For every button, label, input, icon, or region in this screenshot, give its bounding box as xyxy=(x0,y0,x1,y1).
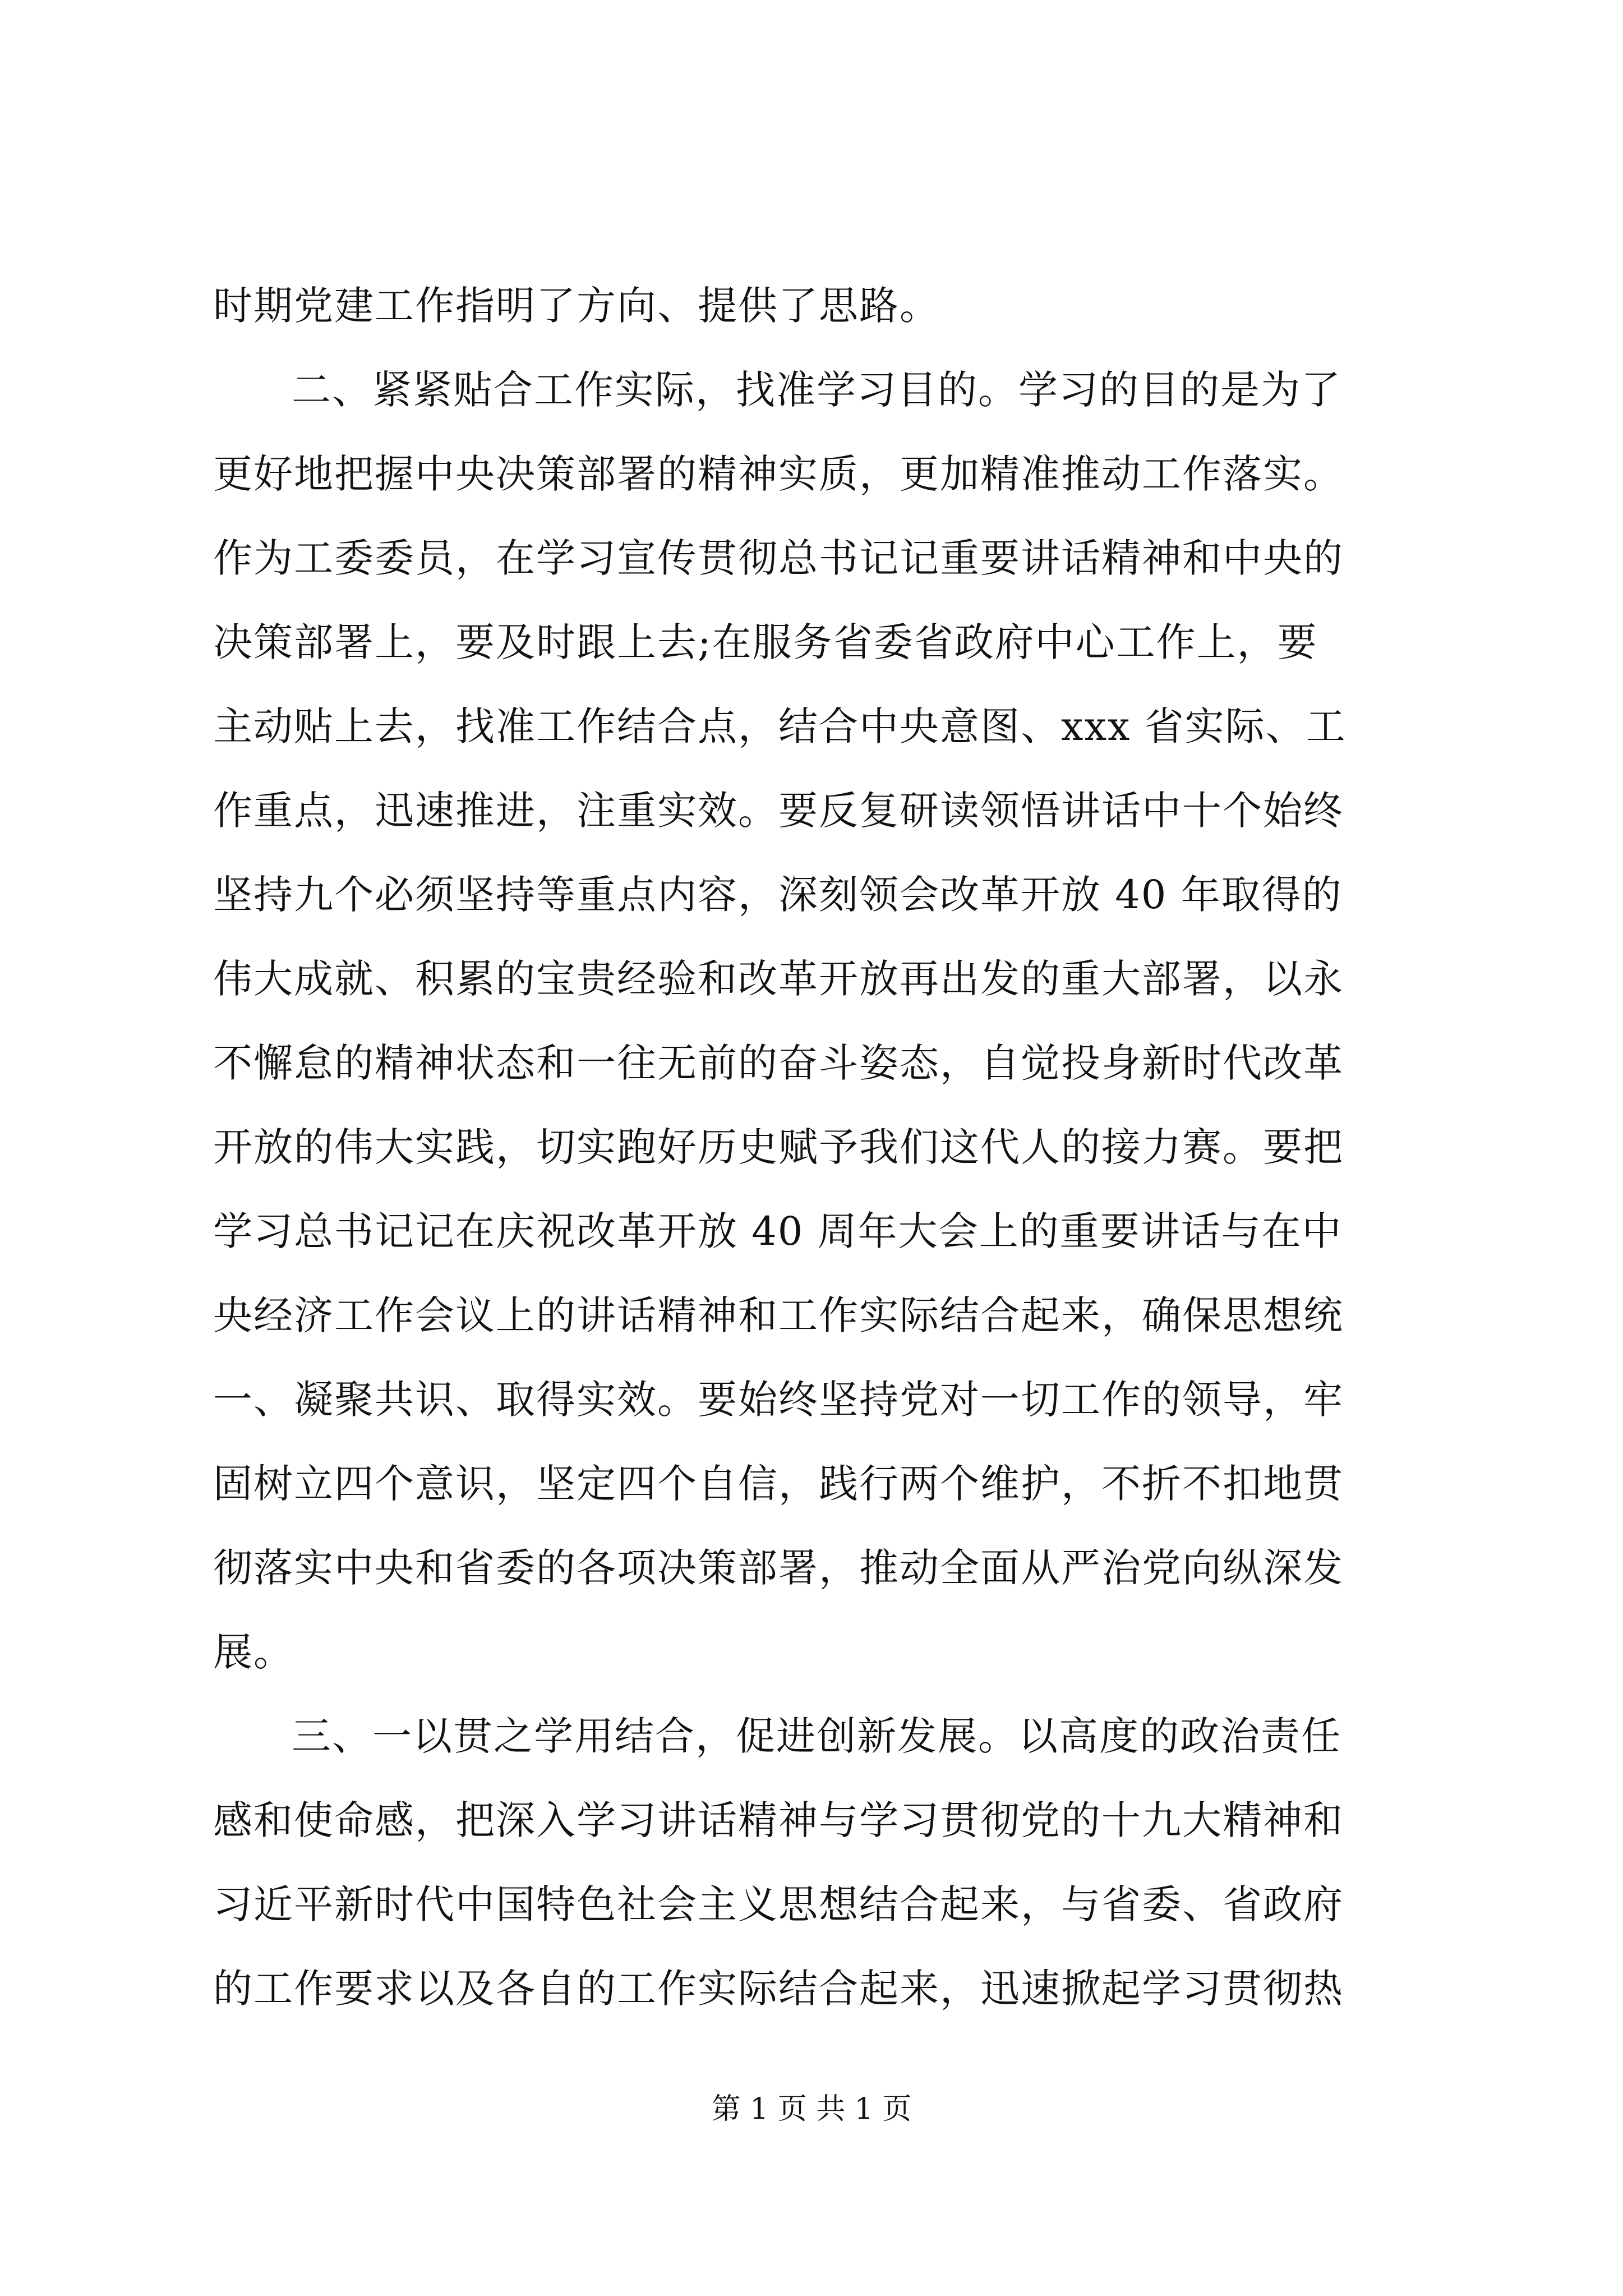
text-line: 习近平新时代中国特色社会主义思想结合起来，与省委、省政府 xyxy=(213,1881,1344,1927)
page-number-footer: 第 1 页 共 1 页 xyxy=(711,2092,912,2126)
text-line: 作为工委委员，在学习宣传贯彻总书记记重要讲话精神和中央的 xyxy=(213,535,1344,581)
text-line: 决策部署上，要及时跟上去;在服务省委省政府中心工作上，要 xyxy=(213,619,1318,665)
text-line: 一、凝聚共识、取得实效。要始终坚持党对一切工作的领导，牢 xyxy=(213,1377,1344,1423)
text-line: 伟大成就、积累的宝贵经验和改革开放再出发的重大部署，以永 xyxy=(213,956,1344,1002)
text-line: 的工作要求以及各自的工作实际结合起来，迅速掀起学习贯彻热 xyxy=(213,1966,1344,2012)
text-line: 时期党建工作指明了方向、提供了思路。 xyxy=(213,283,940,329)
text-line: 更好地把握中央决策部署的精神实质，更加精准推动工作落实。 xyxy=(213,451,1344,497)
text-line: 主动贴上去，找准工作结合点，结合中央意图、xxx 省实际、工 xyxy=(213,703,1347,749)
text-line: 央经济工作会议上的讲话精神和工作实际结合起来，确保思想统 xyxy=(213,1292,1344,1338)
text-line: 开放的伟大实践，切实跑好历史赋予我们这代人的接力赛。要把 xyxy=(213,1124,1344,1170)
text-line: 彻落实中央和省委的各项决策部署，推动全面从严治党向纵深发 xyxy=(213,1545,1344,1591)
text-line: 展。 xyxy=(213,1629,294,1675)
text-line: 作重点，迅速推进，注重实效。要反复研读领悟讲话中十个始终 xyxy=(213,788,1344,834)
section-heading-line: 三、一以贯之学用结合，促进创新发展。以高度的政治责任 xyxy=(292,1713,1341,1759)
text-line: 固树立四个意识，坚定四个自信，践行两个维护，不折不扣地贯 xyxy=(213,1461,1344,1507)
text-line: 坚持九个必须坚持等重点内容，深刻领会改革开放 40 年取得的 xyxy=(213,872,1343,918)
section-heading-line: 二、紧紧贴合工作实际，找准学习目的。学习的目的是为了 xyxy=(292,367,1341,413)
text-line: 感和使命感，把深入学习讲话精神与学习贯彻党的十九大精神和 xyxy=(213,1797,1344,1843)
text-line: 学习总书记记在庆祝改革开放 40 周年大会上的重要讲话与在中 xyxy=(213,1208,1343,1254)
text-line: 不懈怠的精神状态和一往无前的奋斗姿态，自觉投身新时代改革 xyxy=(213,1040,1344,1086)
